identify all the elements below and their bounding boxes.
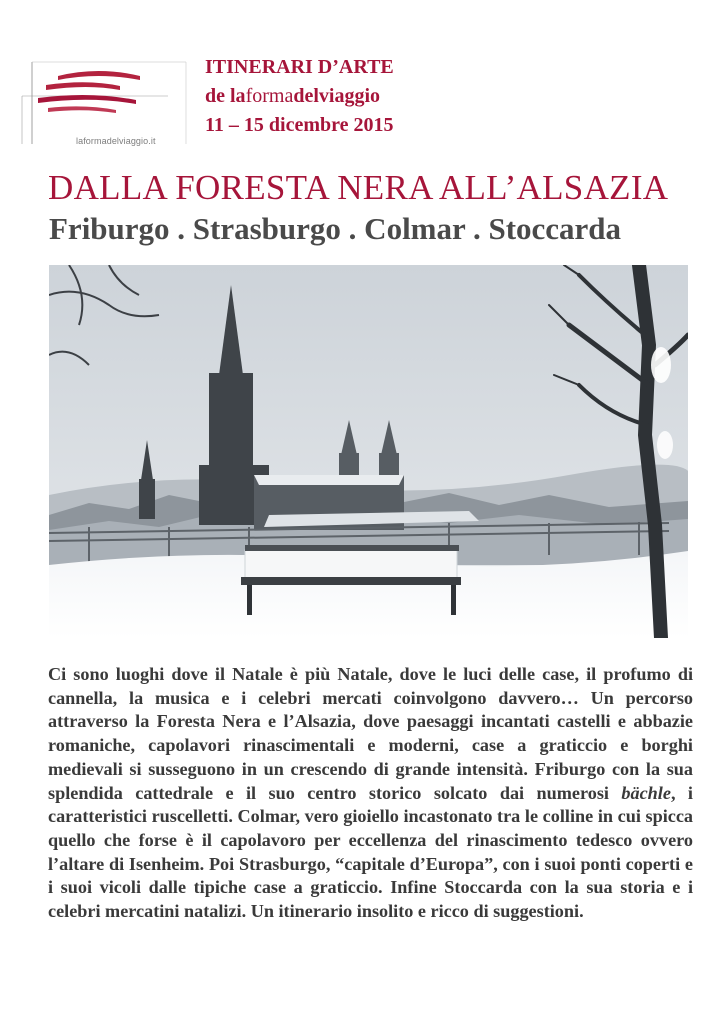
description-part2: , i caratteristici ruscelletti. Colmar, vero gioiello incastonato tra le colline in cui spicca quello che forse è il capolavoro per eccellenza del rinascimento tedesco ovvero l’altare di Isenheim. Poi Strasburgo, “capitale d’Europa”, con i suoi ponti coperti e i suoi vicoli dalle tipiche case a graticcio. Infine Stoccarda con la sua storia e i celebri mercatini natalizi. Un itinerario insolito e ricco di suggestioni. [48,782,693,922]
description-italic-word: bächle [621,782,671,803]
description-part1: Ci sono luoghi dove il Natale è più Natale, dove le luci delle case, il profumo di cannella, la musica e i celebri mercati coinvolgono davvero… Un percorso attraverso la Foresta Nera e l’Alsazia, dove paesaggi incantati castelli e abbazie romaniche, capolavori rinascimentali e moderni, case a graticcio e borghi medievali si susseguono in un crescendo di grande intensità. Friburgo con la sua splendida cattedrale e il suo centro storico solcato dai numerosi [48,664,693,803]
brand-forma: forma [245,85,294,107]
trip-dates: 11 – 15 dicembre 2015 [205,114,394,136]
snowy-cathedral-illustration [49,265,688,638]
winter-cathedral-photo [49,265,688,638]
itinerary-header [205,53,394,140]
page-subtitle: Friburgo . Strasburgo . Colmar . Stoccarda [49,211,622,246]
logo-caption: laformadelviaggio.it [76,136,156,146]
brand-line [205,82,394,111]
brand-suffix: delviaggio [293,85,380,107]
description-paragraph [48,663,693,924]
brand-prefix: de la [205,85,246,107]
page-title: DALLA FORESTA NERA ALL’ALSAZIA [48,168,669,207]
series-label: ITINERARI D’ARTE [205,56,394,78]
